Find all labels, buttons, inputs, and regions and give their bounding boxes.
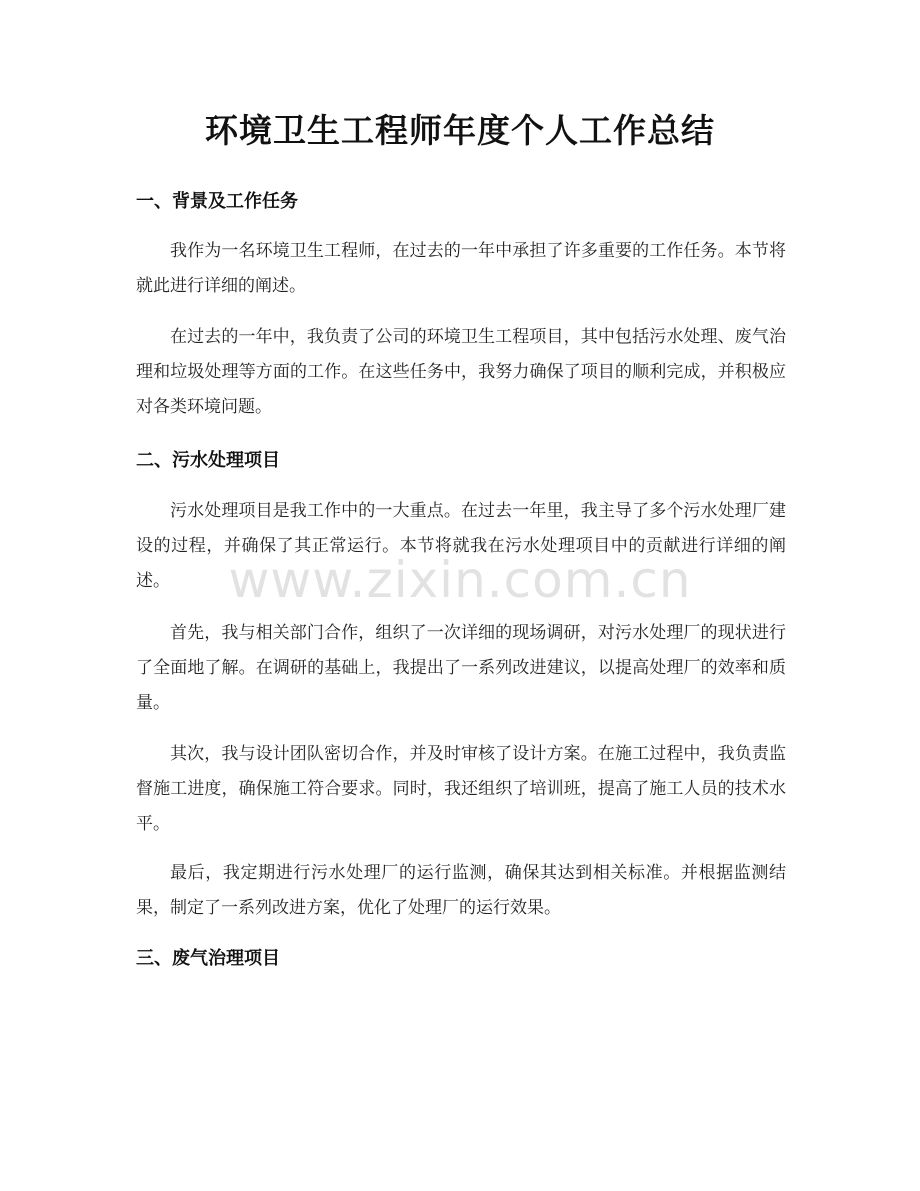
section-heading-background: 一、背景及工作任务 — [136, 191, 298, 212]
section-heading-exhaust-gas: 三、废气治理项目 — [136, 948, 280, 969]
paragraph: 在过去的一年中，我负责了公司的环境卫生工程项目，其中包括污水处理、废气治理和垃圾处理等方面的工作。在这些任务中，我努力确保了项目的顺利完成，并积极应对各类环境问题。 — [136, 327, 786, 417]
paragraph: 最后，我定期进行污水处理厂的运行监测，确保其达到相关标准。并根据监测结果，制定了一系列改进方案，优化了处理厂的运行效果。 — [136, 863, 786, 918]
paragraph: 首先，我与相关部门合作，组织了一次详细的现场调研，对污水处理厂的现状进行了全面地了解。在调研的基础上，我提出了一系列改进建议，以提高处理厂的效率和质量。 — [136, 623, 786, 713]
document-title: 环境卫生工程师年度个人工作总结 — [205, 111, 715, 150]
paragraph: 其次，我与设计团队密切合作，并及时审核了设计方案。在施工过程中，我负责监督施工进度，确保施工符合要求。同时，我还组织了培训班，提高了施工人员的技术水平。 — [136, 744, 786, 834]
paragraph: 污水处理项目是我工作中的一大重点。在过去一年里，我主导了多个污水处理厂建设的过程，并确保了其正常运行。本节将就我在污水处理项目中的贡献进行详细的阐述。 — [136, 501, 786, 591]
section-heading-sewage: 二、污水处理项目 — [136, 450, 280, 471]
watermark: www.zixin.com.cn — [228, 551, 692, 609]
paragraph: 我作为一名环境卫生工程师，在过去的一年中承担了许多重要的工作任务。本节将就此进行详细的阐述。 — [136, 241, 786, 296]
